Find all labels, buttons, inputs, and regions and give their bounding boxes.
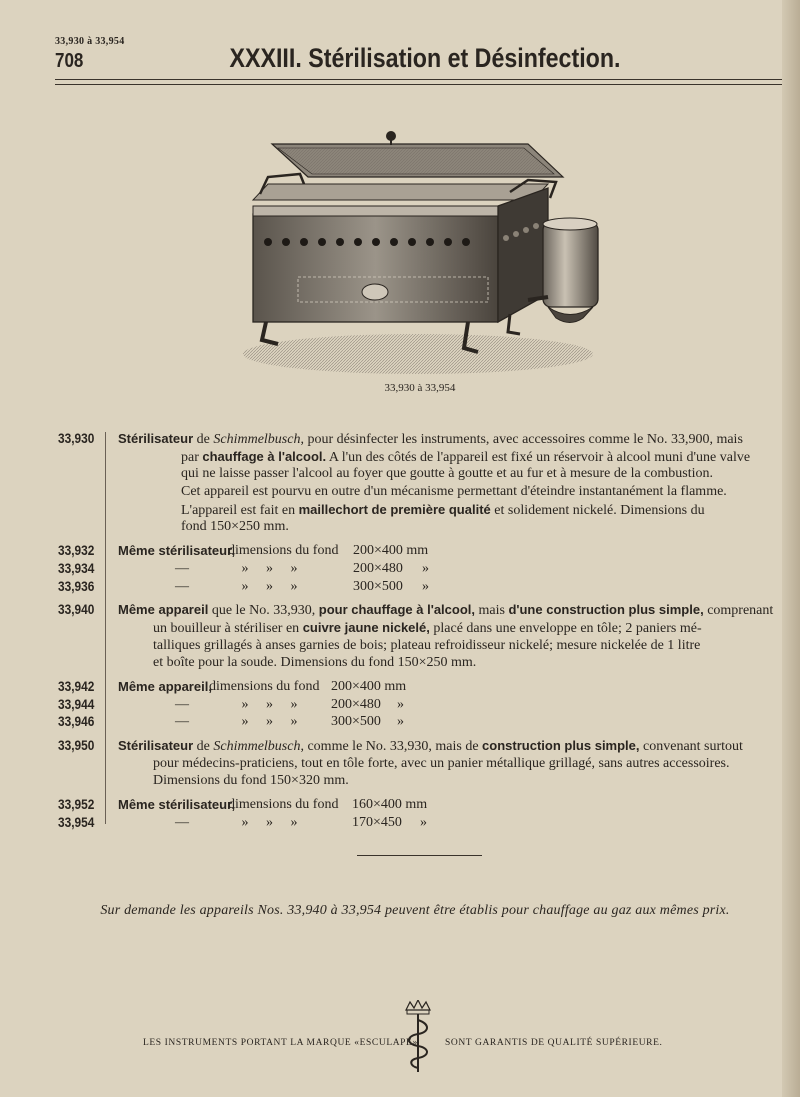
item-text: dimensions du fond <box>209 678 320 694</box>
ditto-marks: — » » » <box>175 578 298 594</box>
item-label: Même stérilisateur, <box>118 543 236 559</box>
ditto-marks: — » » » <box>175 814 298 830</box>
entry-text: fond 150×250 mm. <box>181 519 289 535</box>
ditto-mark: » <box>420 814 427 830</box>
entry-line <box>0 501 800 519</box>
dimension-row <box>0 713 800 731</box>
item-text: dimensions du fond <box>228 543 339 559</box>
entry-line <box>0 430 800 448</box>
entry-line <box>0 518 800 536</box>
dimension-value: 200×400 mm <box>353 543 429 559</box>
item-number: 33,940 <box>58 602 95 618</box>
catalog-entry <box>0 542 800 595</box>
dimension-value: 200×400 mm <box>331 678 407 694</box>
item-number: 33,932 <box>58 543 95 559</box>
entry-text: Cet appareil est pourvu en outre d'un mécanisme permettant d'éteindre instantanément la flamme. <box>181 484 727 500</box>
footer-guarantee-left: LES INSTRUMENTS PORTANT LA MARQUE «ESCULAPE» <box>143 1038 418 1048</box>
catalog-entry <box>0 678 800 731</box>
item-text: dimensions du fond <box>228 797 339 813</box>
esculape-emblem-icon <box>398 1000 438 1075</box>
entry-line <box>0 737 800 755</box>
ditto-mark: » <box>422 578 429 594</box>
entry-text: Même appareil que le No. 33,930, pour chauffage à l'alcool, mais d'une construction plus simple, comprenant <box>118 602 774 619</box>
entry-line <box>0 619 800 637</box>
entry-text: qui ne laisse passer l'alcool au foyer que goutte à goutte et au fur et à mesure de la combustion. <box>181 466 714 482</box>
page-number: 708 <box>55 50 84 72</box>
item-number: 33,944 <box>58 696 95 712</box>
dimension-row <box>0 560 800 578</box>
entry-line <box>0 483 800 501</box>
item-number: 33,942 <box>58 678 95 694</box>
dimension-value: 300×500 <box>331 714 381 730</box>
section-divider <box>357 855 482 856</box>
catalog-entry <box>0 601 800 672</box>
entry-line <box>0 637 800 655</box>
dimension-row <box>0 796 800 814</box>
item-number: 33,946 <box>58 714 95 730</box>
running-range: 33,930 à 33,954 <box>55 36 125 47</box>
ditto-marks: — » » » <box>175 560 298 576</box>
catalog-entry <box>0 796 800 831</box>
item-label: Même appareil, <box>118 678 212 694</box>
entry-text: un bouilleur à stériliser en cuivre jaune nickelé, placé dans une enveloppe en tôle; 2 paniers mé- <box>153 619 702 636</box>
entry-text: Stérilisateur de Schimmelbusch, comme le No. 33,930, mais de construction plus simple, convenant surtout <box>118 738 743 754</box>
entry-line <box>0 772 800 790</box>
dimension-value: 200×480 <box>331 696 381 712</box>
item-number: 33,954 <box>58 814 95 830</box>
item-number: 33,936 <box>58 578 95 594</box>
dimension-row <box>0 678 800 696</box>
entry-text: talliques grillagés à anses garnies de bois; plateau refroidisseur nickelé; mesure nickelée de 1 litre <box>153 637 701 653</box>
header-rule <box>55 79 782 85</box>
ditto-mark: » <box>397 714 404 730</box>
item-number: 33,952 <box>58 797 95 813</box>
entry-line <box>0 601 800 619</box>
item-label: Même stérilisateur, <box>118 797 236 813</box>
entry-line <box>0 448 800 466</box>
ditto-mark: » <box>397 696 404 712</box>
entry-text: et boîte pour la soude. Dimensions du fond 150×250 mm. <box>153 655 477 671</box>
entry-text: par chauffage à l'alcool. A l'un des côtés de l'appareil est fixé un réservoir à alcool muni d'une valve <box>181 448 751 465</box>
dimension-value: 170×450 <box>352 814 402 830</box>
catalog-entry <box>0 430 800 536</box>
item-number: 33,930 <box>58 431 95 446</box>
dimension-row <box>0 542 800 560</box>
entry-line <box>0 465 800 483</box>
ditto-marks: — » » » <box>175 696 298 712</box>
entry-text: pour médecins-praticiens, tout en tôle forte, avec un panier métallique grillagé, sans autres accessoires. <box>153 755 730 771</box>
entry-line <box>0 654 800 672</box>
item-number: 33,950 <box>58 738 95 753</box>
footnote: Sur demande les appareils Nos. 33,940 à 33,954 peuvent être établis pour chauffage au gaz aux mêmes prix. <box>100 903 730 918</box>
sterilizer-illustration <box>238 122 608 377</box>
dimension-row <box>0 696 800 714</box>
footer-guarantee-right: SONT GARANTIS DE QUALITÉ SUPÉRIEURE. <box>445 1038 663 1048</box>
entry-line <box>0 755 800 773</box>
entry-text: Dimensions du fond 150×320 mm. <box>153 773 349 789</box>
dimension-row <box>0 578 800 596</box>
ditto-mark: » <box>422 560 429 576</box>
figure-caption: 33,930 à 33,954 <box>384 382 456 394</box>
catalog-entries <box>0 430 800 837</box>
item-number: 33,934 <box>58 560 95 576</box>
dimension-value: 300×500 <box>353 578 403 594</box>
ditto-marks: — » » » <box>175 714 298 730</box>
dimension-value: 200×480 <box>353 560 403 576</box>
dimension-value: 160×400 mm <box>352 797 428 813</box>
dimension-row <box>0 814 800 832</box>
catalog-entry <box>0 737 800 790</box>
chapter-title: XXXIII. Stérilisation et Désinfection. <box>229 43 621 73</box>
entry-text: L'appareil est fait en maillechort de première qualité et solidement nickelé. Dimensions du <box>181 501 705 518</box>
entry-text: Stérilisateur de Schimmelbusch, pour désinfecter les instruments, avec accessoires comme le No. 33,900, mais <box>118 431 743 447</box>
